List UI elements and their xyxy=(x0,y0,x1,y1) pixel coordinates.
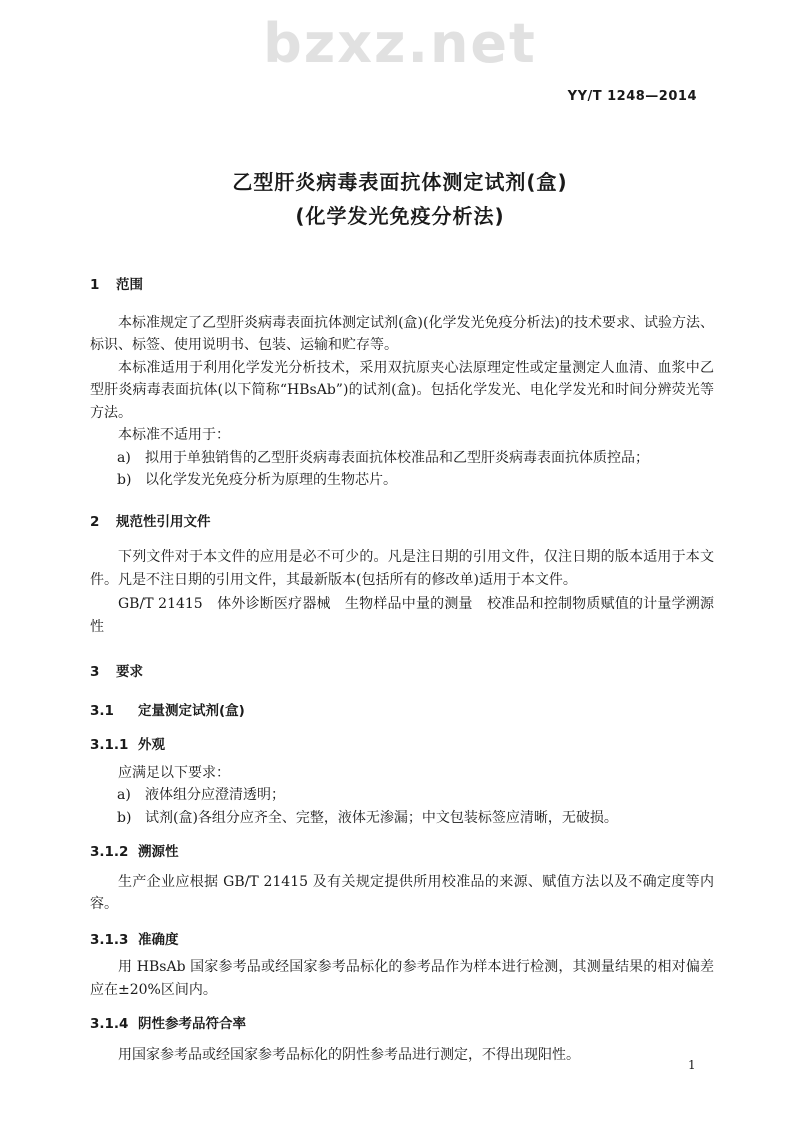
document-title-line1: 乙型肝炎病毒表面抗体测定试剂(盒) xyxy=(232,170,568,194)
section-heading: 3.1.1 外观 xyxy=(90,737,165,753)
paragraph: 下列文件对于本文件的应用是必不可少的。凡是注日期的引用文件，仅注日期的版本适用于本文件。凡是不注日期的引用文件，其最新版本(包括所有的修改单)适用于本文件。 xyxy=(90,549,714,588)
section-heading: 3.1 定量测定试剂(盒) xyxy=(90,702,245,719)
section-heading: 3 要求 xyxy=(90,664,143,680)
paragraph: 本标准不适用于： xyxy=(118,427,230,443)
paragraph: 用国家参考品或经国家参考品标化的阴性参考品进行测定，不得出现阳性。 xyxy=(118,1046,580,1063)
page-number: 1 xyxy=(688,1058,696,1072)
section-heading: 3.1.3 准确度 xyxy=(90,931,179,948)
paragraph: 本标准适用于利用化学发光分析技术，采用双抗原夹心法原理定性或定量测定人血清、血浆中乙型肝炎病毒表面抗体(以下简称“HBsAb”)的试剂(盒)。包括化学发光、电化学发光和时间分辨荧光等方法。 xyxy=(90,359,714,421)
section-title: 范围 xyxy=(116,277,143,293)
paragraph: GB/T 21415 体外诊断医疗器械 生物样品中量的测量 校准品和控制物质赋值的计量学溯源性 xyxy=(90,596,714,635)
section-number: 1 xyxy=(90,277,100,293)
list-item: a) 液体组分应澄清透明； xyxy=(117,787,285,803)
list-item: b) 试剂(盒)各组分应齐全、完整，液体无渗漏；中文包装标签应清晰，无破损。 xyxy=(117,809,618,826)
watermark: bzxz.net xyxy=(263,12,537,75)
paragraph: 用 HBsAb 国家参考品或经国家参考品标化的参考品作为样本进行检测，其测量结果的相对偏差应在±20%区间内。 xyxy=(90,959,714,998)
list-item: a) 拟用于单独销售的乙型肝炎病毒表面抗体校准品和乙型肝炎病毒表面抗体质控品； xyxy=(117,449,649,466)
section-heading: 3.1.4 阴性参考品符合率 xyxy=(90,1016,246,1032)
paragraph: 应满足以下要求： xyxy=(118,764,230,781)
section-heading: 3.1.2 溯源性 xyxy=(90,844,179,860)
list-item: b) 以化学发光免疫分析为原理的生物芯片。 xyxy=(117,472,397,488)
section-heading xyxy=(90,274,714,297)
standard-number: YY/T 1248—2014 xyxy=(567,89,697,104)
document-body xyxy=(90,274,714,1066)
section-heading: 2 规范性引用文件 xyxy=(90,513,211,530)
document-title-line2: (化学发光免疫分析法) xyxy=(295,204,505,228)
paragraph: 生产企业应根据 GB/T 21415 及有关规定提供所用校准品的来源、赋值方法以及不确定度等内容。 xyxy=(90,873,714,912)
paragraph: 本标准规定了乙型肝炎病毒表面抗体测定试剂(盒)(化学发光免疫分析法)的技术要求、试验方法、标识、标签、使用说明书、包装、运输和贮存等。 xyxy=(90,314,714,353)
